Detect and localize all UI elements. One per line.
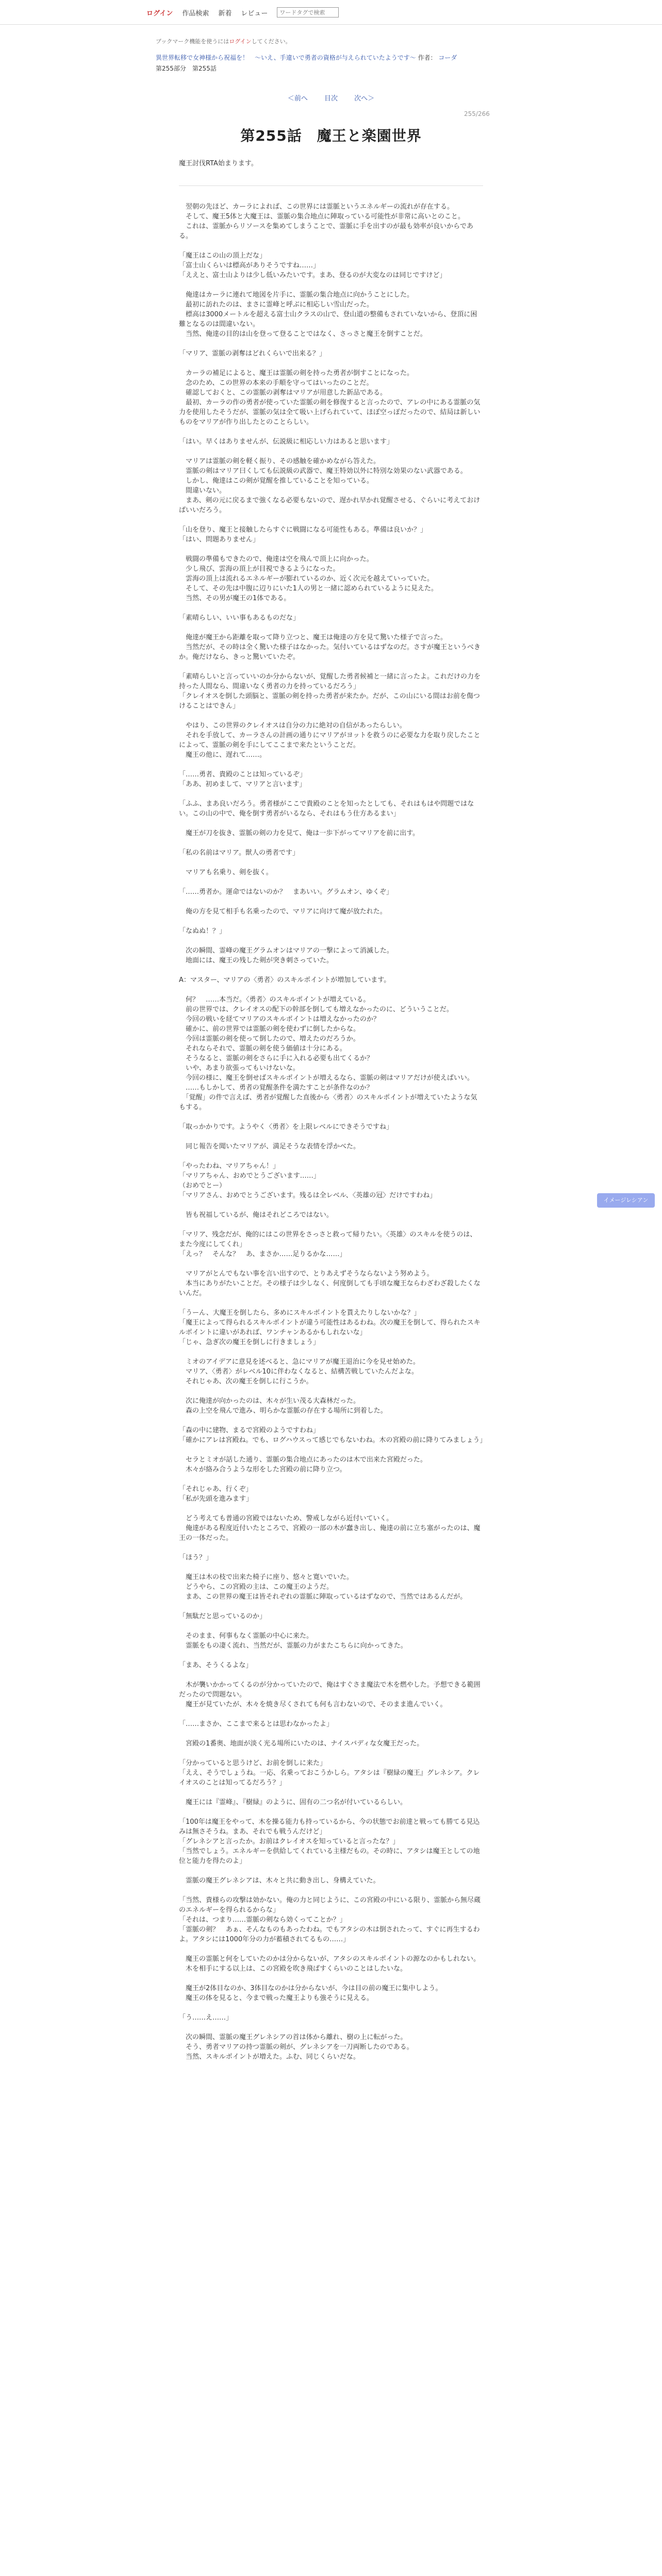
paragraph: マリアも名乗り、剣を抜く。 [179,869,273,876]
paragraph: 「分かっていると思うけど、お前を倒しに来た」 「ええ、そうでしょうね。一応、名乗っておこうかしら。アタシは『樹緑の魔王』グレネシア。クレイオスのことは知ってるだろう？」 [179,1759,480,1787]
paragraph: セラとミオが話した通り、霊脈の集合地点にあったのは木で出来た宮殿だった。 木々が絡み合うような形をした宮殿の前に降り立つ。 [186,1456,427,1473]
paragraph: 「う……え……」 [179,2014,233,2022]
chapter-note: 第255話 [192,65,217,72]
paragraph: 「はい。早くはありませんが、伝説級に相応しい力はあると思います」 [179,438,394,446]
paragraph: 「無駄だと思っているのか」 [179,1613,267,1620]
paragraph: カーラの補足によると、魔王は霊脈の剣を持った勇者が倒すことになった。 念のため、この世界の本来の手順を守ってはいったのことだ。 確認しておくと、この霊脈の剥奪はマリアが用意した新品である。 最初、カーラの作の勇者が使っていた霊脈の剣を修復すると言ったので、アレの中にある霊脈の気力を使用したそうだが、霊脈の気は全て吸い上げられていて、ほぼ空っぽだったので、結局は新しいものをマリアが作り出したとのことらしい。 [179,369,481,426]
paragraph: 「ふふ、まあ良いだろう。勇者様がここで貴殿のことを知ったとしても、それはもはや問題ではない。この山の中で、俺を倒す勇者がいるなら、それはもう仕方あるまい」 [179,800,474,818]
author-label: 作者： [418,54,437,61]
nav-search-link[interactable]: 作品検索 [182,9,209,18]
paragraph: 木が襲いかかってくるのが分かっていたので、俺はすぐさま魔法で木を燃やした。予想できる範囲だったので問題ない。 魔王が見ていたが、木々を焼き尽くされても何も言わないので、そのまま進んでいく。 [179,1681,481,1708]
page-number: 255/266 [464,110,490,117]
paragraph: 「マリア、霊脈の剥奪はどれくらいで出来る？」 [179,350,326,358]
index-link[interactable]: 目次 [324,95,338,103]
paragraph: 皆も祝福しているが、俺はそれどころではない。 [179,1211,333,1219]
notice-prefix: ブックマーク機能を使うには [156,38,229,45]
paragraph: 俺達はカーラに連れて地図を片手に、霊脈の集合地点に向かうことにした。 最初に訪れたのは、まさに霊峰と呼ぶに相応しい雪山だった。 標高は3000メートルを超える富士山クラスの山で、登山道の整備もされていないから、登頂に困難となるのは間違いない。 当然、俺達の目的は山を登って登ることではなく、さっさと魔王を倒すことだ。 [179,291,477,338]
paragraph: 魔王の霊脈と何をしていたのかは分からないが、アタシのスキルポイントの源なのかもしれない。 木を相手にする以上は、この宮殿を吹き飛ばすくらいのことはしたいな。 [186,1955,480,1973]
paragraph: 同じ報告を聞いたマリアが、満足そうな表情を浮かべた。 [179,1143,360,1150]
paragraph: 「素晴らしい、いい事もあるものだな」 [179,614,300,622]
paragraph: 「素晴らしいと言っていいのか分からないが、覚醒した勇者候補と一緒に言ったよ。これだけの力を持った人間なら、間違いなく勇者の力を持っているだろう」 「クレイオスを倒した頭脳と、霊脈の剣を持った勇者が来たか。だが、この山にいる間はお前を傷つけることはできん」 [179,673,481,710]
paragraph: 次に俺達が向かったのは、木々が生い茂る大森林だった。 森の上空を飛んで進み、明らかな霊脈の存在する場所に到着した。 [186,1397,387,1415]
paragraph: 魔王が刀を抜き、霊脈の剣の力を見て、俺は一歩下がってマリアを前に出す。 [179,829,420,837]
paragraph: どう考えても普通の宮殿ではないため、警戒しながら近付いていく。 俺達がある程度近付いたところで、宮殿の一部の木が蠢き出し、俺達の前に立ち塞がったのは、魔王の一体だった。 [179,1515,481,1542]
paragraph: 「やったわね、マリアちゃん！」 「マリアちゃん、おめでとうございます……」 （おめでとー） 「マリアさん、おめでとうございます。残るは全レベル、〈英雄の冠〉だけですわね」 [179,1162,437,1199]
notice-suffix: してください。 [251,38,291,45]
paragraph: 魔王には『霊峰』、『樹緑』のように、固有の二つ名が付いているらしい。 [179,1799,407,1806]
chapter-subtitle: 魔王討伐RTA始まります。 [179,160,258,167]
top-header [0,0,662,25]
paragraph: 「うーん、大魔王を倒したら、多めにスキルポイントを貰えたりしないかな？」 「魔王によって得られるスキルポイントが違う可能性はあるわね。次の魔王を倒して、得られたスキルポイントに違いがあれば、ワンチャンあるかもしれないな」 「じゃ、急ぎ次の魔王を倒しに行きましょう」 [179,1309,481,1346]
paragraph: 次の瞬間、霊脈の魔王グレネシアの首は体から離れ、樹の上に転がった。 そう、勇者マリアの持つ霊脈の剣が、グレネシアを一刀両断したのである。 当然、スキルポイントが増えた。ふむ、同じくらいだな。 [186,2033,413,2061]
login-link[interactable]: ログイン [146,9,173,18]
notice-login-link[interactable]: ログイン [229,38,252,45]
paragraph: 「山を登り、魔王と接触したらすぐに戦闘になる可能性もある。準備は良いか？」 「はい、問題ありません」 [179,526,427,544]
paragraph: 何？ ……本当だ。〈勇者〉のスキルポイントが増えている。 前の世界では、クレイオスの配下の幹部を倒しても増えなかったのに、どういうことだ。 今回の戦いを経てマリアのスキルポイントは増えなかったのか？ 確かに、前の世界では霊脈の剣を使わずに倒したからな。 今回は霊脈の剣を使って倒したので、増えたのだろうか。 それならそれで、霊脈の剣を使う価値は十分にある。 そうなると、霊脈の剣をさらに手に入れる必要も出てくるか？ いや、あまり欲張ってもいけないな。 今回の様に、魔王を倒せばスキルポイントが増えるなら、霊脈の剣はマリアだけが使えばいい。 ……もしかして、勇者の覚醒条件を満たすことが条件なのか？ 「覚醒」の件で言えば、勇者が覚醒した直後から〈勇者〉のスキルポイントが増えていたような気もする。 [179,996,477,1111]
chapter-nav [0,93,662,103]
search-input[interactable] [277,7,339,18]
chapter-part: 第255部分 [156,65,186,72]
prev-link[interactable]: ＜前へ [287,95,308,103]
next-link[interactable]: 次へ＞ [354,95,375,103]
paragraph: 「取っかかりです。ようやく〈勇者〉を上限レベルにできそうですね」 [179,1123,393,1131]
paragraph: 「まあ、そうくるよな」 [179,1662,253,1669]
paragraph: 「それじゃあ、行くぞ」 「私が先頭を進みます」 [179,1485,253,1503]
paragraph: 戦闘の準備もできたので、俺達は空を飛んで頂上に向かった。 少し飛び、雲海の頂上が目視できるようになった。 雲海の頂上は流れるエネルギーが膨れているのか、近く次元を越えていっていた。 そして、その先は中腹に辺りにいた1人の男と一緒に認められているように見えた。 当然、その男が魔王の1体である。 [186,555,438,602]
paragraph: 「当然、貴様らの攻撃は効かない。俺の力と同じように、この宮殿の中にいる限り、霊脈から無尽蔵のエネルギーを得られるからな」 「それは、つまり……霊脈の剣なら効くってことか？」 「霊脈の剣？ あぁ、そんなものもあったわね。でもアタシの木は倒されたって、すぐに再生するわよ。アタシには1000年分の力が蓄積されてるもの……」 [179,1896,481,1943]
chapter-title: 第255話 魔王と楽園世界 [240,127,422,144]
header-nav [146,7,339,18]
series-info [156,54,457,62]
series-title-link[interactable]: 異世界転移で女神様から祝福を！ ～いえ、手違いで勇者の資格が与えられていたようです～ [156,54,416,61]
paragraph: 翌朝の先ほど、カーラによれば、この世界には霊脈というエネルギーの流れが存在する。 そして、魔王5体と大魔王は、霊脈の集合地点に陣取っている可能性が非常に高いとのこと。 これは、霊脈からリソースを集めてしまうことで、霊脈に手を出すのが最も効率が良いからである。 [179,203,473,240]
paragraph: 霊脈の魔王グレネシアは、木々と共に動き出し、身構えていた。 [179,1877,380,1885]
paragraph: ミオのアイデアに意見を述べると、急にマリアが魔王退治に今を見せ始めた。 マリア、〈勇者〉がレベル10に伴わなくなると、結構苦戦していたんだよな。 それじゃあ、次の魔王を倒しに行こうか。 [186,1358,420,1385]
paragraph: 「……まさか、ここまで来るとは思わなかったよ」 [179,1720,334,1728]
author-link[interactable]: コーダ [438,54,457,61]
side-badge[interactable]: イメージレシアン [597,1193,655,1208]
paragraph: そのまま、何事もなく霊脈の中心に来た。 霊脈をもの凄く流れ、当然だが、霊脈の力がまたこちらに向かってきた。 [186,1632,407,1650]
paragraph: A：マスター、マリアの〈勇者〉のスキルポイントが増加しています。 [179,976,391,984]
paragraph: 「マリア、残念だが、俺的にはこの世界をさっさと救って帰りたい。〈英雄〉のスキルを使うのは、また今度にしてくれ」 「えっ？ そんな？ あ、まさか……足りるかな……」 [179,1231,477,1258]
paragraph: 「私の名前はマリア。獣人の勇者です」 [179,849,299,857]
paragraph: 宮殿の1番奥、地面が淡く光る場所にいたのは、ナイスバディな女魔王だった。 [179,1740,424,1748]
paragraph: 「……勇者、貴殿のことは知っているぞ」 「ああ、初めまして、マリアと言います」 [179,771,307,788]
paragraph: 「森の中に建物、まるで宮殿のようですわね」 「確かにアレは宮殿ね。でも、ログハウスって感じでもないわね。木の宮殿の前に降りてみましょう」 [179,1427,487,1444]
paragraph: 「100年は魔王をやって、木を操る能力も持っているから、今の状態でお前達と戦っても勝てる見込みは無さそうね。まあ、それでも戦うんだけど」 「グレネシアと言ったか。お前はクレイオスを知っていると言ったな？」 「当然でしょう。エネルギーを供給してくれている主様だもの。その時に、アタシは魔王としての地位と能力を得たのよ」 [179,1818,480,1865]
paragraph: 魔王が2体目なのか、3体目なのかは分からないが、今は目の前の魔王に集中しよう。 魔王の体を見ると、今まで戦った魔王よりも強そうに見える。 [186,1985,442,2002]
novel-body [179,202,487,2072]
paragraph: 「……勇者か。運命ではないのか？ まあいい。グラムオン、ゆくぞ」 [179,888,393,896]
paragraph: 次の瞬間、霊峰の魔王グラムオンはマリアの一撃によって消滅した。 地面には、魔王の残した剣が突き刺さっていた。 [186,947,393,964]
paragraph: 俺の方を見て相手も名乗ったので、マリアに向けて魔が放たれた。 [179,908,387,916]
paragraph: マリアは霊脈の剣を軽く振り、その感触を確かめながら答えた。 霊脈の剣はマリア曰くしても伝説級の武器で、魔王特効以外に特別な効果のない武器である。 しかし、俺達はこの剣が覚醒を推していることを知っている。 間違いない。 まあ、剣の元に戻るまで強くなる必要もないので、遅かれ早かれ覚醒させる、ぐらいに考えておけばいいだろう。 [179,457,481,514]
paragraph: 魔王は木の枝で出来た椅子に座り、悠々と寛いでいた。 どうやら、この宮殿の主は、この魔王のようだ。 まあ、この世界の魔王は皆それぞれの霊脈に陣取っているはずなので、当然ではあるんだが。 [186,1573,467,1601]
chapter-number [156,64,217,73]
divider [179,185,483,186]
paragraph: 俺達が魔王から距離を取って降り立つと、魔王は俺達の方を見て驚いた様子で言った。 当然だが、その時は全く驚いた様子はなかった。気付いているはずなのだ。さすが魔王というべきか。俺だけなら、きっと驚いていたぞ。 [179,634,481,661]
nav-review-link[interactable]: レビュー [241,9,268,18]
paragraph: マリアがとんでもない事を言い出すので、とりあえずそうならないよう努めよう。 本当にありがたいことだ。その様子は少しなく、何度倒しても手頃な魔王ならわざわざ殺したくないんだ。 [179,1270,481,1297]
paragraph: 「なぬぬ！？」 [179,927,226,935]
nav-new-link[interactable]: 新着 [218,9,232,18]
paragraph: 「魔王はこの山の頂上だな」 「富士山くらいは標高がありそうですね……」 「ええと、富士山よりは少し低いみたいです。まあ、登るのが大変なのは同じですけど」 [179,252,446,279]
paragraph: やはり、この世界のクレイオスは自分の力に絶対の自信があったらしい。 それを手放して、カーラさんの計画の通りにマリアがヨットを救うのに必要な力を取り戻したことによって、霊脈の剣を手にしてここまで来たということだ。 魔王の他に、遅れて……。 [179,722,481,759]
paragraph: 「ほう？」 [179,1554,213,1562]
bookmark-notice [156,37,291,45]
